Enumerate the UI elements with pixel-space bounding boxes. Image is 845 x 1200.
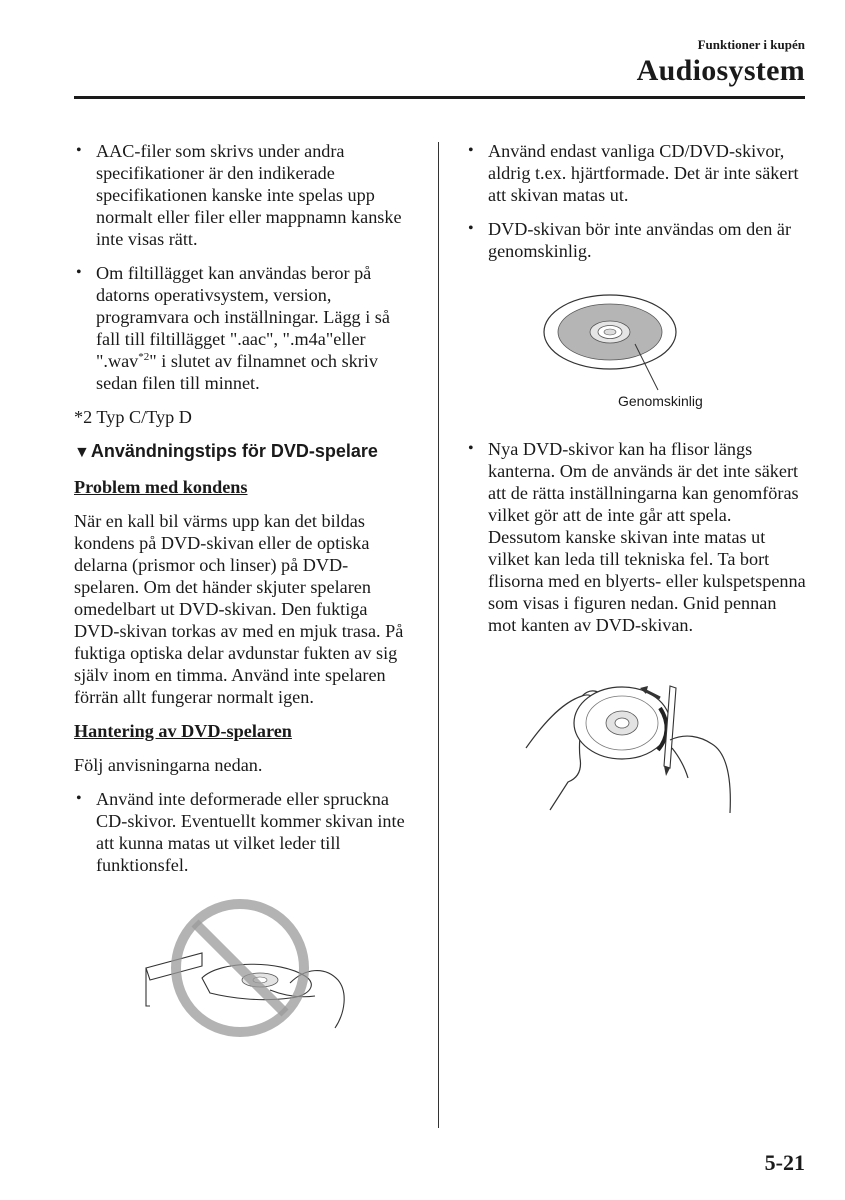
left-column — [74, 140, 409, 888]
footnote: *2 Typ C/Typ D — [74, 407, 192, 427]
list-item: • AAC-filer som skrivs under andra specifikationer är den indikerade specifikationen kanske inte spelas upp normalt eller filer eller mappnamn kanske inte visas rätt. — [76, 141, 402, 249]
footnote-ref: *2 — [138, 351, 150, 363]
page-title: Audiosystem — [636, 54, 805, 87]
list-item: • DVD-skivan bör inte användas om den är genomskinlig. — [468, 219, 792, 261]
prohibited-deformed-disc-illustration — [140, 898, 355, 1048]
bullet-icon: • — [76, 790, 82, 807]
right-column — [466, 140, 806, 274]
subheading-condensation: Problem med kondens — [74, 477, 248, 497]
paragraph-condensation: När en kall bil värms upp kan det bildas kondens på DVD-skivan eller de optiska delarna (prismor och linser) på DVD-spelaren. Om det händer skjuter spelaren omedelbart ut DVD-skivan. Den fuktiga DVD-skivan torkas av med en mjuk trasa. På fuktiga optiska delar avdunstar fukten av sig själv inom en timma. Använd inte spelaren förrän allt fungerar normalt igen. — [74, 511, 404, 707]
bullet-icon: • — [468, 440, 474, 457]
list-item: • Använd inte deformerade eller spruckna CD-skivor. Eventuellt kommer skivan inte att kunna matas ut vilket leder till funktionsfel. — [76, 789, 405, 875]
header-section-label: Funktioner i kupén — [697, 37, 805, 52]
subheading-handling: Hantering av DVD-spelaren — [74, 721, 292, 741]
paragraph-instructions: Följ anvisningarna nedan. — [74, 755, 263, 775]
section-heading: ▼Användningstips för DVD-spelare — [74, 441, 378, 461]
bullet-icon: • — [468, 220, 474, 237]
bullet-icon: • — [76, 264, 82, 281]
triangle-icon: ▼ — [74, 444, 90, 461]
right-bullet-list — [466, 140, 806, 262]
list-item: • Om filtillägget kan användas beror på datorns operativsystem, version, programvara och inställningar. Lägg i så fall till filtillägget ".aac", ".m4a"eller ".wav$^{*2}$" i slutet av filnamnet och skriv sedan filen till minnet. — [76, 263, 390, 393]
left-bullet-list — [74, 140, 409, 394]
page-number: 5-21 — [764, 1150, 805, 1175]
column-divider — [438, 142, 439, 1128]
list-item: • Använd endast vanliga CD/DVD-skivor, aldrig t.ex. hjärtformade. Det är inte säkert att skivan matas ut. — [468, 141, 799, 205]
figure-label: Genomskinlig — [618, 393, 703, 409]
transparent-disc-illustration — [540, 292, 680, 397]
left-bullet-list-bottom — [74, 788, 409, 876]
bullet-icon: • — [76, 142, 82, 159]
list-item: • Nya DVD-skivor kan ha flisor längs kanterna. Om de används är det inte säkert att de rätta inställningarna kan genomföras vilket gör att de inte går att spela. Dessutom kanske skivan inte matas ut vilket kan leda till tekniska fel. Ta bort flisorna med en blyerts- eller kulspetspenna som visas i figuren nedan. Gnid pennan mot kanten av DVD-skivan. — [468, 439, 806, 635]
right-column-lower — [466, 438, 806, 648]
right-bullet-list-bottom — [466, 438, 806, 636]
bullet-icon: • — [468, 142, 474, 159]
header-rule — [74, 96, 805, 99]
burr-removal-illustration — [520, 678, 750, 818]
